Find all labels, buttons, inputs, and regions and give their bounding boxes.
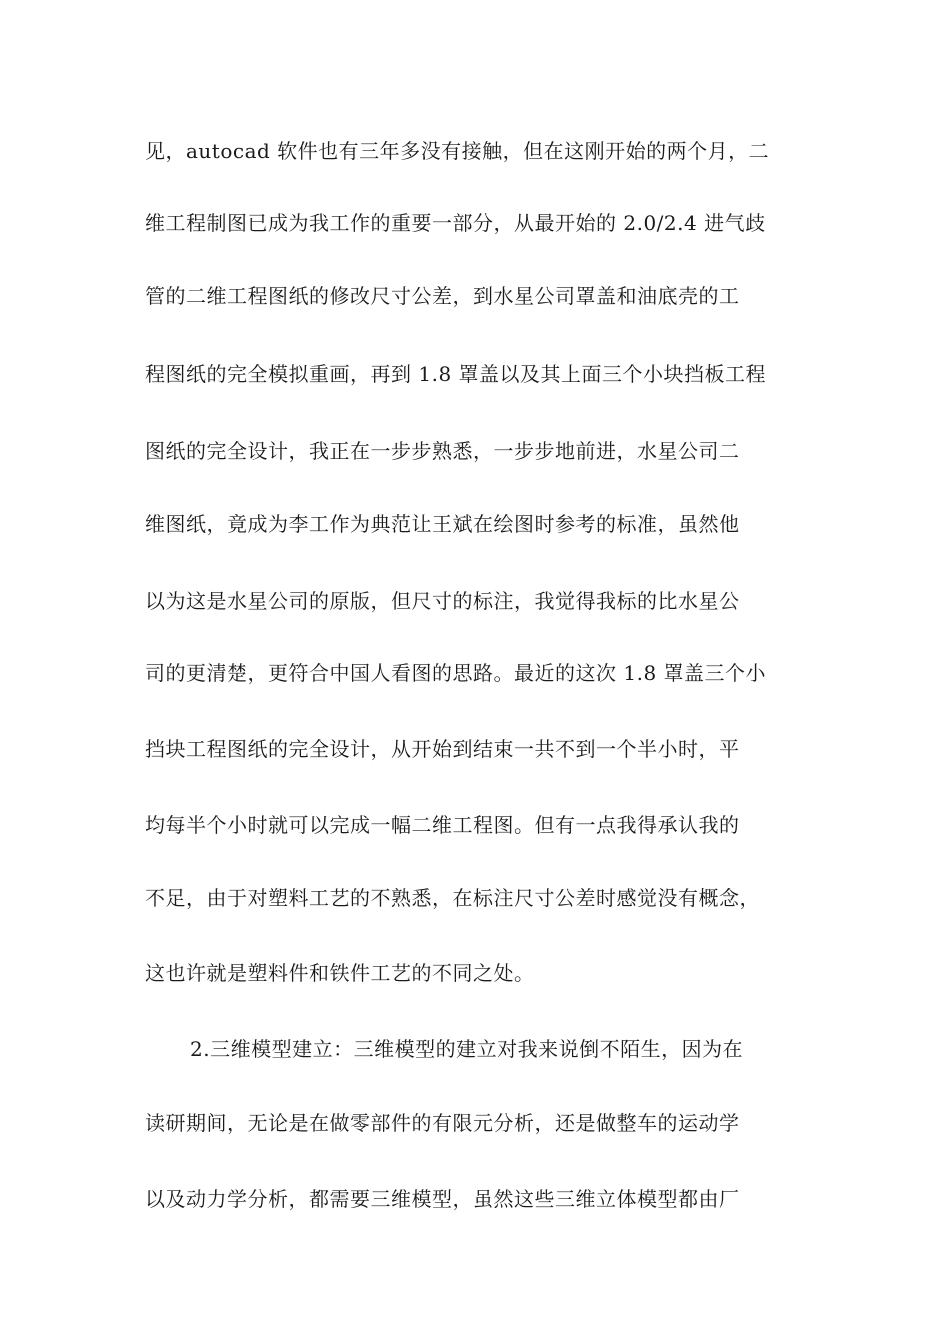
text-line: 管的二维工程图纸的修改尺寸公差，到水星公司罩盖和油底壳的工 (145, 284, 740, 308)
section-heading-line: 2.三维模型建立：三维模型的建立对我来说倒不陌生，因为在 (190, 1037, 744, 1061)
text-line: 以及动力学分析，都需要三维模型，虽然这些三维立体模型都由厂 (145, 1187, 740, 1211)
text-line: 读研期间，无论是在做零部件的有限元分析，还是做整车的运动学 (145, 1111, 740, 1135)
text-line: 不足，由于对塑料工艺的不熟悉，在标注尺寸公差时感觉没有概念， (145, 886, 760, 910)
text-line: 均每半个小时就可以完成一幅二维工程图。但有一点我得承认我的 (145, 813, 740, 837)
text-line: 挡块工程图纸的完全设计，从开始到结束一共不到一个半小时，平 (145, 737, 740, 761)
text-line: 见，autocad 软件也有三年多没有接触，但在这刚开始的两个月，二 (145, 139, 770, 163)
text-line: 以为这是水星公司的原版，但尺寸的标注，我觉得我标的比水星公 (145, 589, 740, 613)
text-line: 维工程制图已成为我工作的重要一部分，从最开始的 2.0/2.4 进气歧 (145, 211, 766, 235)
text-line: 图纸的完全设计，我正在一步步熟悉，一步步地前进，水星公司二 (145, 439, 740, 463)
text-line: 这也许就是塑料件和铁件工艺的不同之处。 (145, 961, 535, 985)
text-line: 维图纸，竟成为李工作为典范让王斌在绘图时参考的标准，虽然他 (145, 512, 740, 536)
text-line: 司的更清楚，更符合中国人看图的思路。最近的这次 1.8 罩盖三个小 (145, 661, 767, 685)
text-line: 程图纸的完全模拟重画，再到 1.8 罩盖以及其上面三个小块挡板工程 (145, 362, 767, 386)
